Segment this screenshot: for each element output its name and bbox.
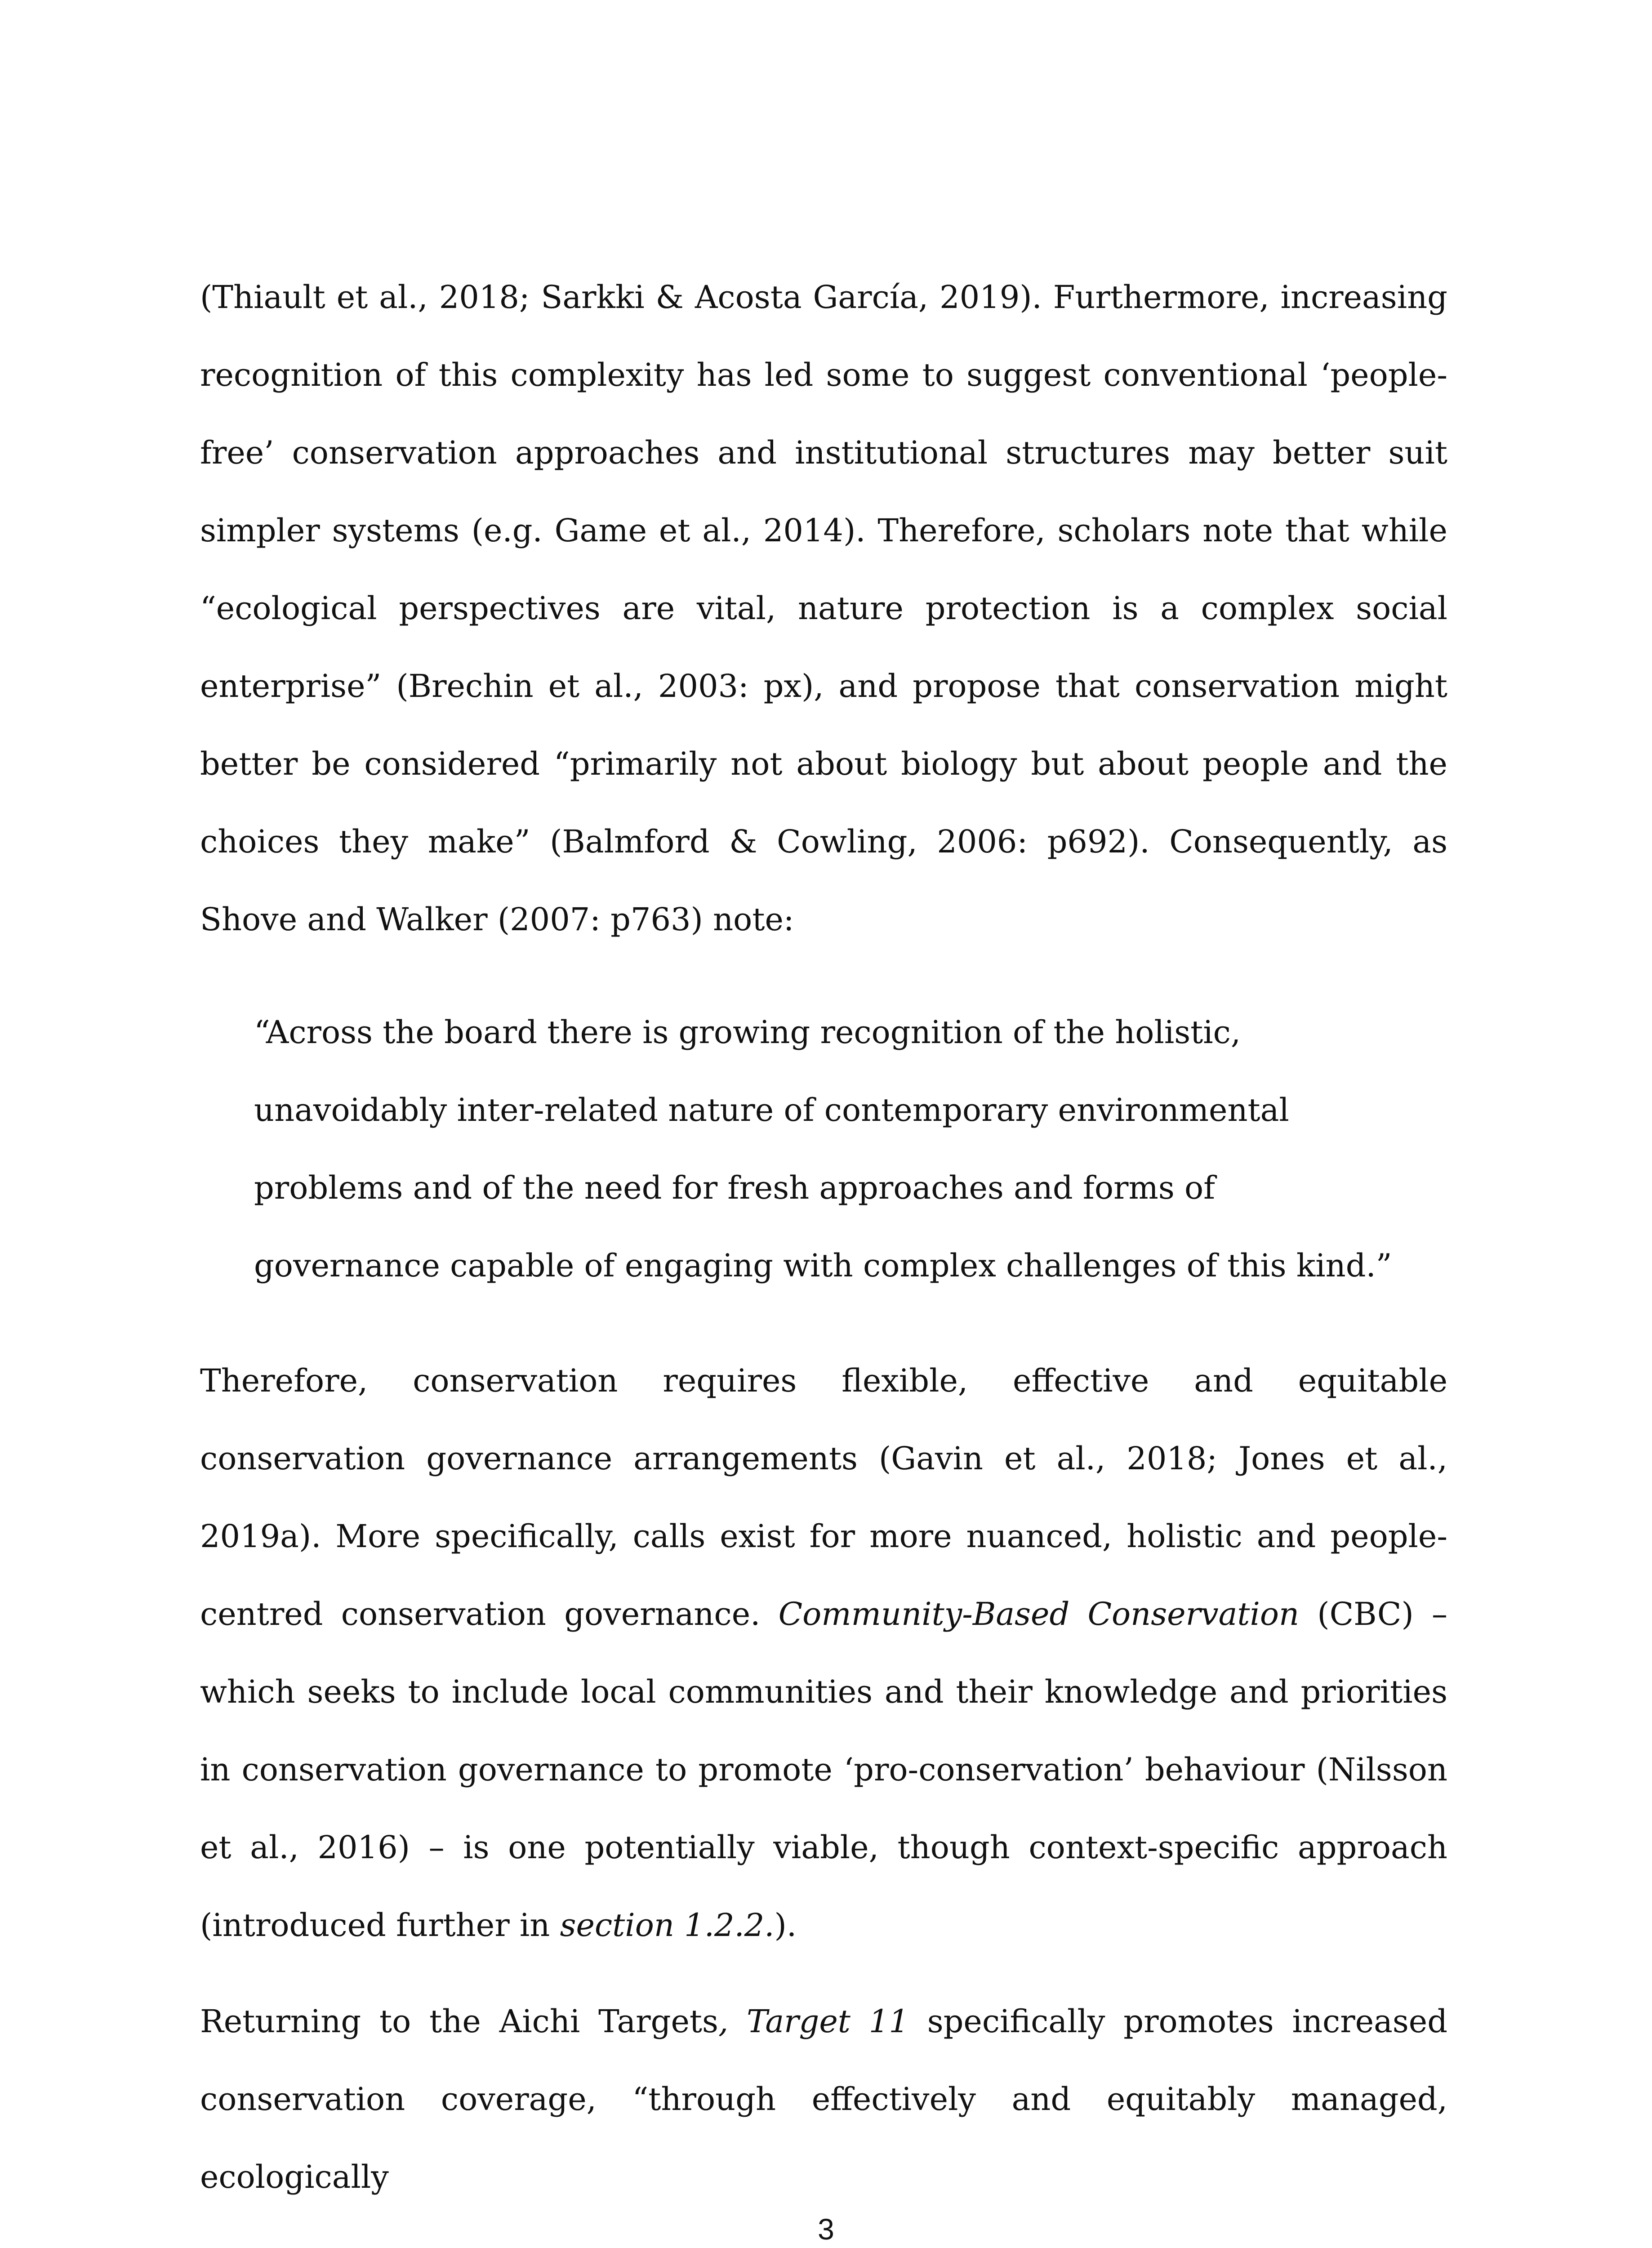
paragraph <box>200 1342 1447 1964</box>
paragraph-text: (CBC) – which seeks to include local communities and their knowledge and priorities in conservation governance to promote ‘pro-conservation’ behaviour (Nilsson et al., 2016) – is one potentially viable, though context-specific approach (introduced further in <box>200 1596 1447 1944</box>
page-number: 3 <box>818 2212 834 2246</box>
emphasized-term: Community-Based Conservation <box>778 1596 1300 1632</box>
paragraph <box>200 1983 1447 2216</box>
paragraph-text: ). <box>774 1907 797 1944</box>
paragraph: (Thiault et al., 2018; Sarkki & Acosta García, 2019). Furthermore, increasing recognition of this complexity has led some to suggest conventional ‘people-free’ conservation approaches and institutional structures may better suit simpler systems (e.g. Game et al., 2014). Therefore, scholars note that while “ecological perspectives are vital, nature protection is a complex social enterprise” (Brechin et al., 2003: px), and propose that conservation might better be considered “primarily not about biology but about people and the choices they make” (Balmford & Cowling, 2006: p692). Consequently, as Shove and Walker (2007: p763) note: <box>200 279 1447 938</box>
paragraph-text: specifically promotes increased conservation coverage, “through effectively and equitably managed, ecologically <box>200 2003 1448 2195</box>
target-reference: , Target 11 <box>718 2003 909 2040</box>
paragraph-text: Returning to the Aichi Targets <box>200 2003 718 2040</box>
paragraph-text: Therefore, conservation requires flexible, effective and equitable conservation governance arrangements (Gavin et al., 2018; Jones et al., 2019a). More specifically, calls exist for more nuanced, holistic and people-centred conservation governance. <box>200 1362 1447 1632</box>
section-reference: section 1.2.2. <box>560 1907 775 1944</box>
block-quote: “Across the board there is growing recognition of the holistic, unavoidably inter-related nature of contemporary environmental problems and of the need for fresh approaches and forms of governance capable of engaging with complex challenges of this kind.” <box>254 1014 1392 1284</box>
